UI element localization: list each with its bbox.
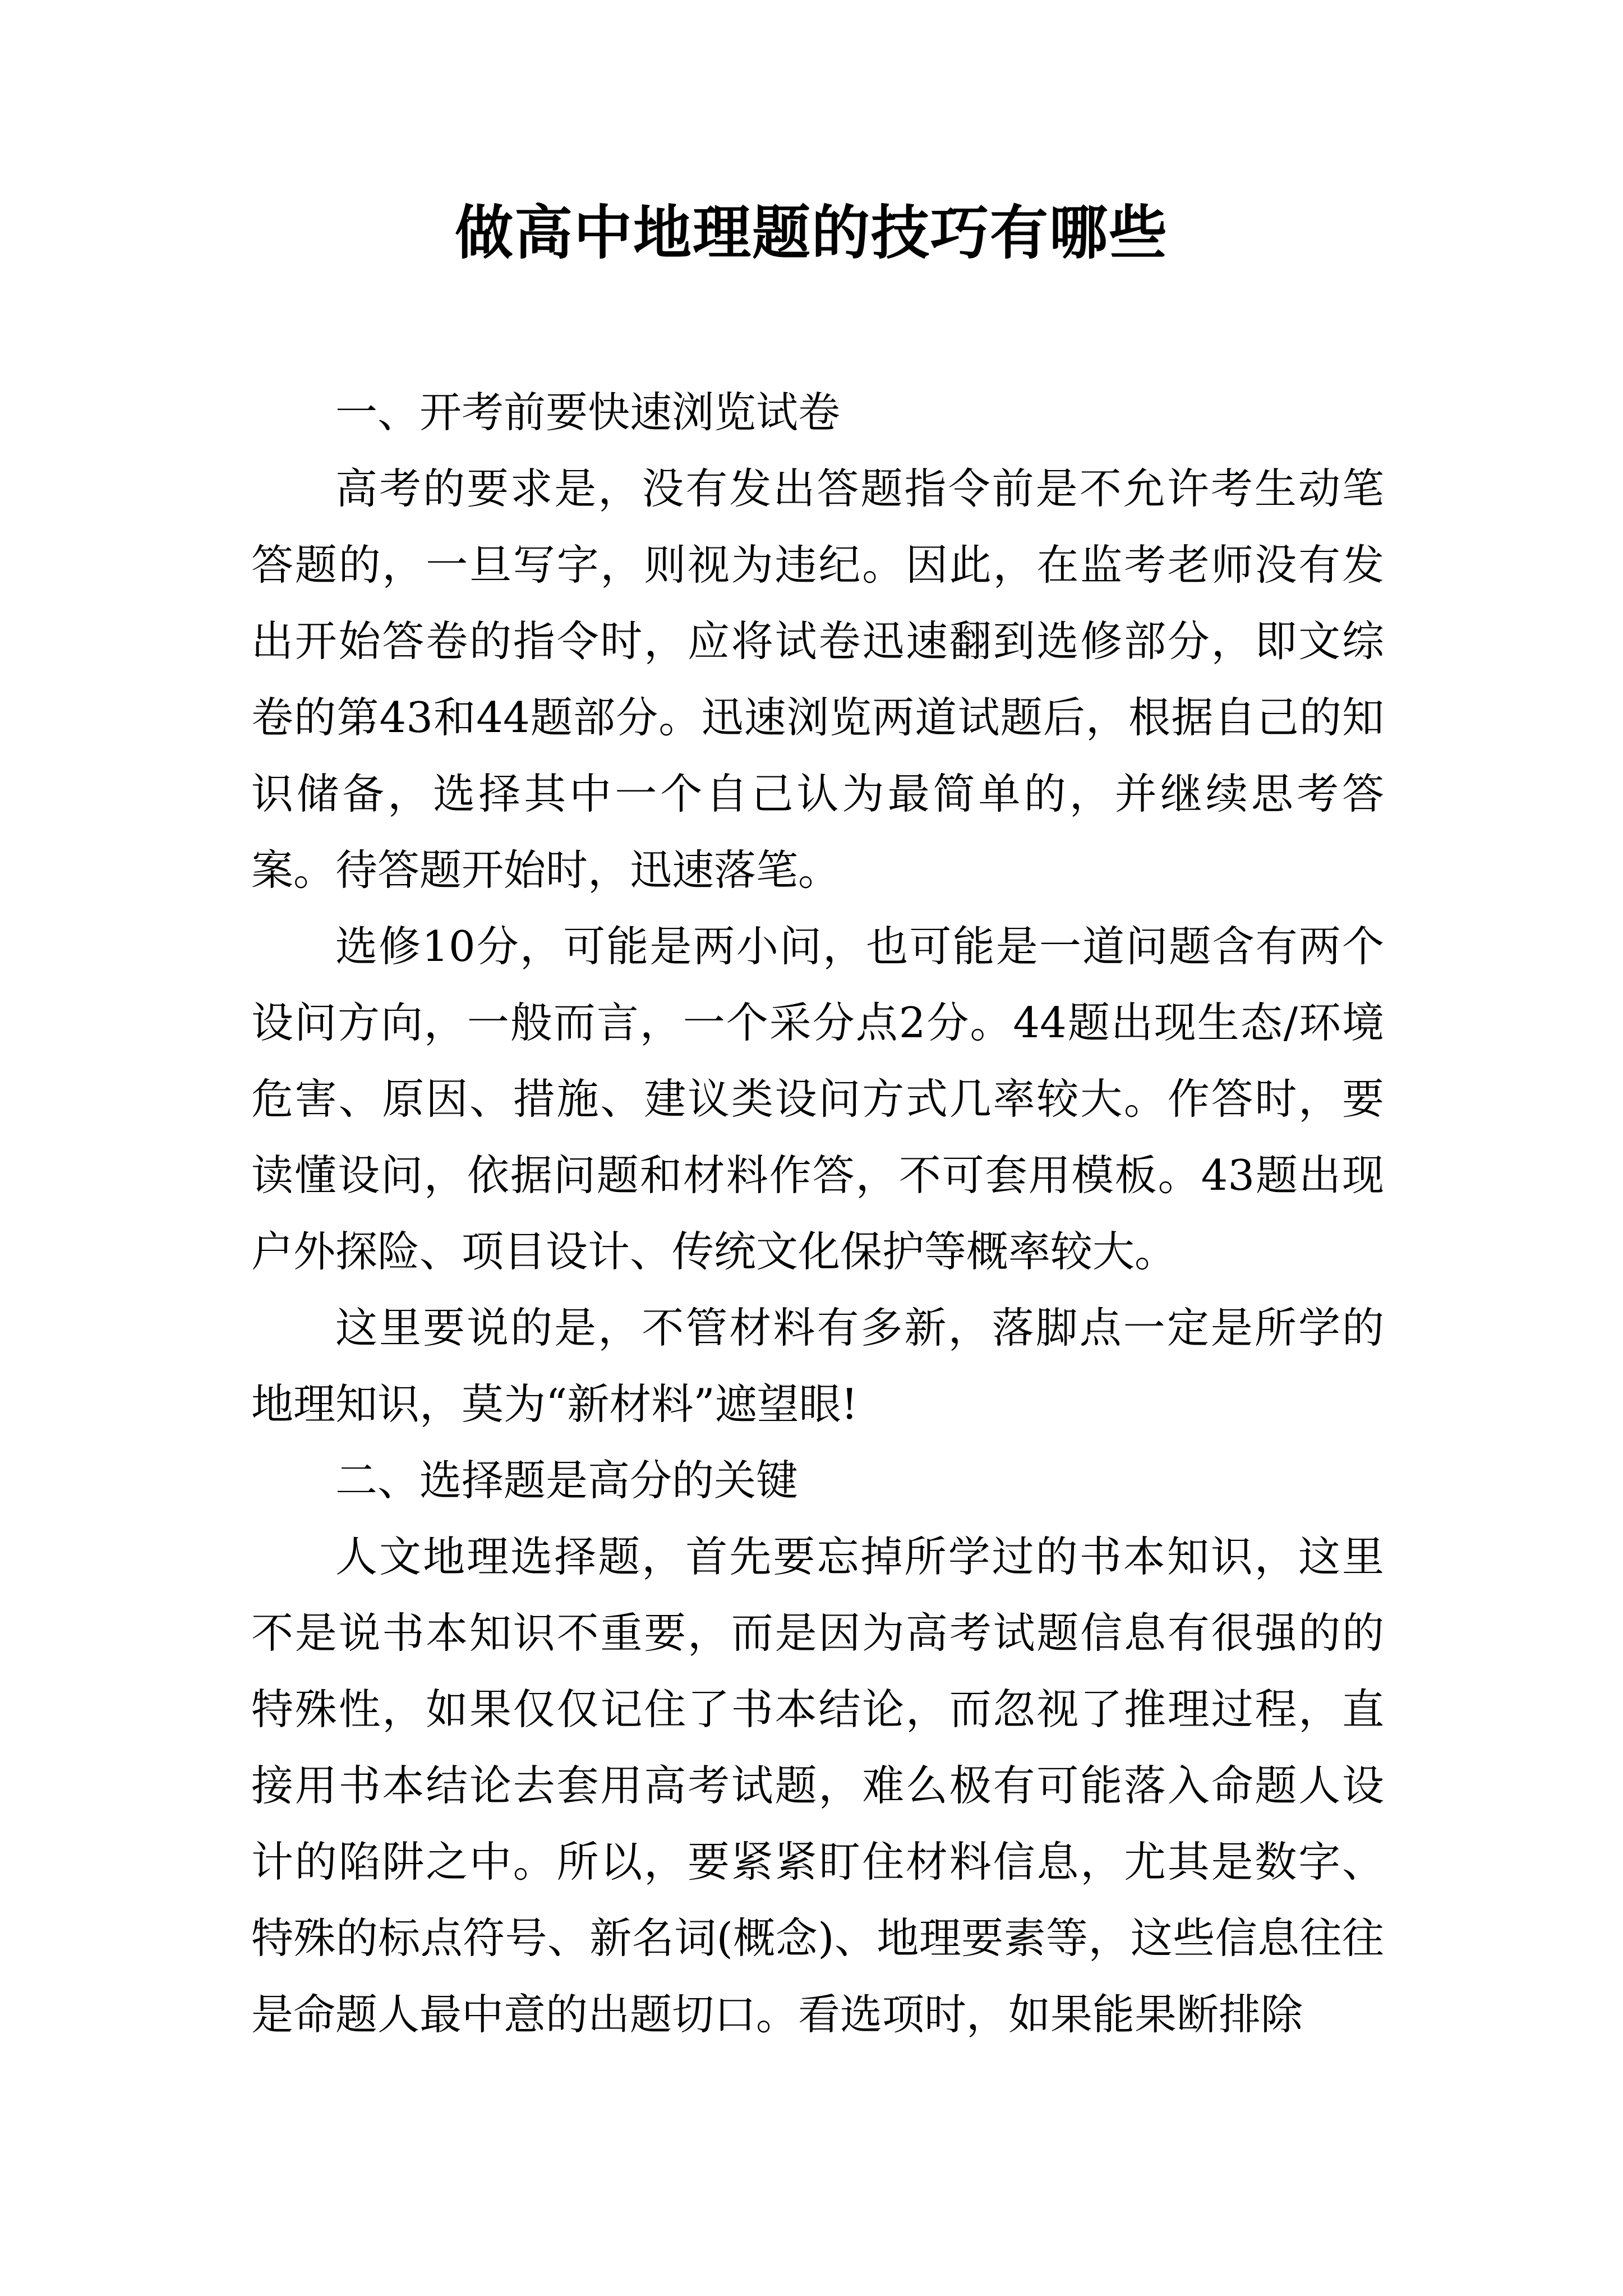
paragraph: 人文地理选择题，首先要忘掉所学过的书本知识，这里不是说书本知识不重要，而是因为高考试题信息有很强的的特殊性，如果仅仅记住了书本结论，而忽视了推理过程，直接用书本结论去套用高考试题，难么极有可能落入命题人设计的陷阱之中。所以，要紧紧盯住材料信息，尤其是数字、特殊的标点符号、新名词(概念)、地理要素等，这些信息往往是命题人最中意的出题切口。看选项时，如果能果断排除: [251, 1532, 1384, 2039]
paragraph: 这里要说的是，不管材料有多新，落脚点一定是所学的地理知识，莫为“新材料”遮望眼!: [251, 1303, 1384, 1429]
section-heading-2: 二、选择题是高分的关键: [335, 1456, 799, 1505]
document-body: [251, 374, 1384, 2053]
paragraph: 高考的要求是，没有发出答题指令前是不允许考生动笔答题的，一旦写字，则视为违纪。因此，在监考老师没有发出开始答卷的指令时，应将试卷迅速翻到选修部分，即文综卷的第43和44题部分。迅速浏览两道试题后，根据自己的知识储备，选择其中一个自己认为最简单的，并继续思考答案。待答题开始时，迅速落笔。: [251, 464, 1384, 895]
section-heading-1: 一、开考前要快速浏览试卷: [335, 388, 841, 437]
document-title: 做高中地理题的技巧有哪些: [454, 199, 1168, 267]
paragraph: 选修10分，可能是两小问，也可能是一道问题含有两个设问方向，一般而言，一个采分点2分。44题出现生态/环境危害、原因、措施、建议类设问方式几率较大。作答时，要读懂设问，依据问题和材料作答，不可套用模板。43题出现户外探险、项目设计、传统文化保护等概率较大。: [251, 922, 1384, 1276]
